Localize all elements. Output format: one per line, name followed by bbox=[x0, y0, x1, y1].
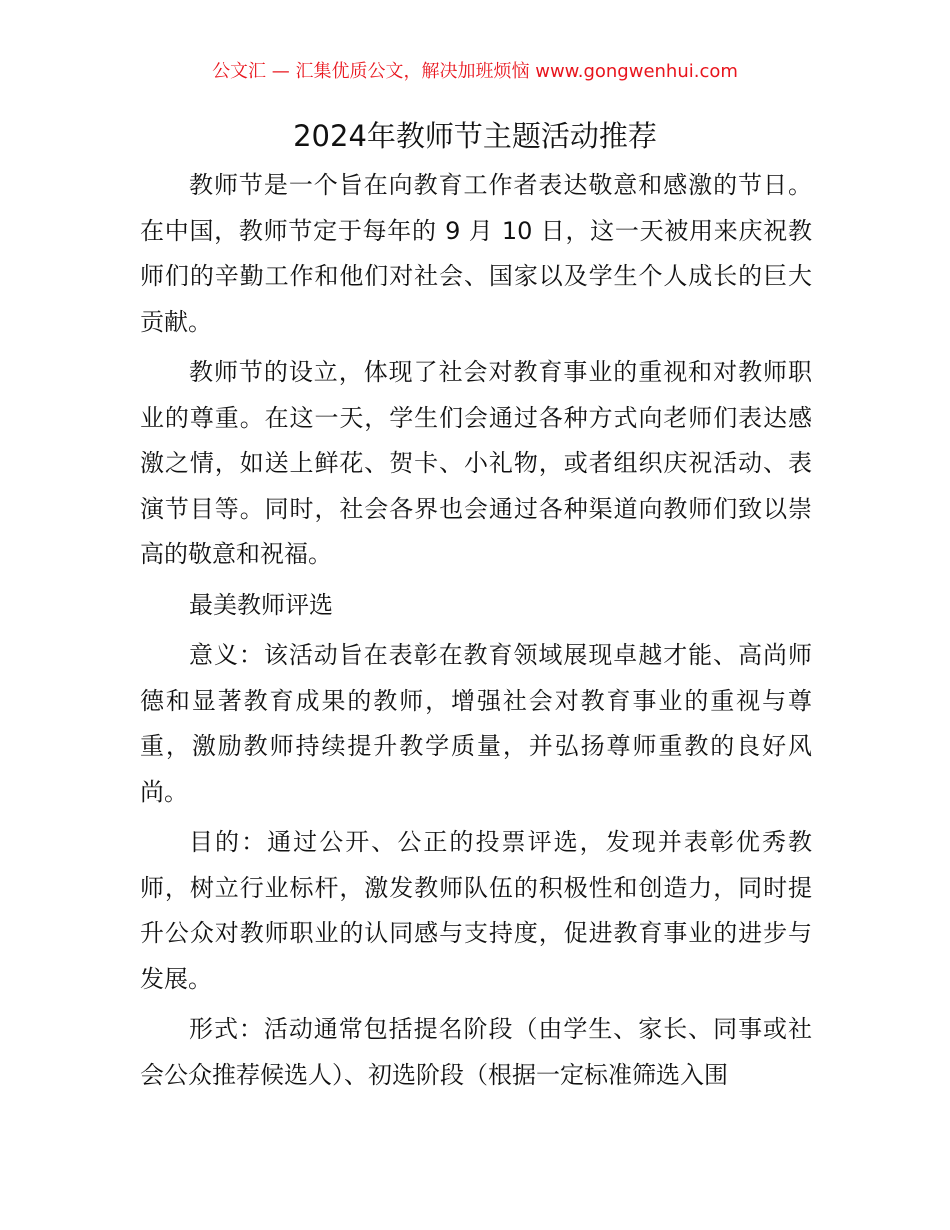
paragraph-line: 会公众推荐候选人）、初选阶段（根据一定标准筛选入围 bbox=[140, 1060, 728, 1089]
paragraph-line: 演节目等。同时，社会各界也会通过各种渠道向教师们致以崇 bbox=[140, 494, 812, 523]
paragraph bbox=[140, 163, 812, 345]
document-title: 2024年教师节主题活动推荐 bbox=[293, 119, 657, 153]
paragraph-line: 升公众对教师职业的认同感与支持度，促进教育事业的进步与 bbox=[140, 919, 812, 947]
paragraph-line: 贡献。 bbox=[140, 307, 212, 336]
paragraph bbox=[140, 350, 812, 578]
paragraph-line: 发展。 bbox=[140, 964, 212, 993]
paragraph-line: 在中国，教师节定于每年的 9 月 10 日，这一天被用来庆祝教 bbox=[140, 216, 812, 245]
paragraph bbox=[140, 1007, 812, 1098]
watermark-header: 公文汇 — 汇集优质公文，解决加班烦恼 www.gongwenhui.com bbox=[212, 61, 738, 82]
paragraph-line: 高的敬意和祝福。 bbox=[140, 540, 332, 568]
paragraph bbox=[140, 820, 812, 1002]
paragraph-line: 形式：活动通常包括提名阶段（由学生、家长、同事或社 bbox=[189, 1015, 812, 1043]
paragraph-line: 激之情，如送上鲜花、贺卡、小礼物，或者组织庆祝活动、表 bbox=[140, 449, 812, 477]
paragraph bbox=[140, 583, 812, 629]
paragraph-line: 最美教师评选 bbox=[189, 590, 333, 619]
paragraph-line: 师们的辛勤工作和他们对社会、国家以及学生个人成长的巨大 bbox=[140, 262, 812, 290]
paragraph-line: 师，树立行业标杆，激发教师队伍的积极性和创造力，同时提 bbox=[140, 873, 812, 902]
paragraph-line: 意义：该活动旨在表彰在教育领域展现卓越才能、高尚师 bbox=[189, 641, 812, 669]
paragraph-line: 德和显著教育成果的教师，增强社会对教育事业的重视与尊 bbox=[140, 686, 812, 715]
document-body bbox=[140, 163, 812, 1103]
paragraph-line: 教师节是一个旨在向教育工作者表达敬意和感激的节日。 bbox=[189, 171, 812, 199]
paragraph-line: 教师节的设立，体现了社会对教育事业的重视和对教师职 bbox=[189, 358, 812, 386]
paragraph-line: 目的：通过公开、公正的投票评选，发现并表彰优秀教 bbox=[189, 828, 812, 856]
paragraph-line: 业的尊重。在这一天，学生们会通过各种方式向老师们表达感 bbox=[140, 403, 812, 432]
paragraph-line: 尚。 bbox=[140, 777, 188, 806]
paragraph bbox=[140, 633, 812, 815]
paragraph-line: 重，激励教师持续提升教学质量，并弘扬尊师重教的良好风 bbox=[140, 732, 812, 760]
